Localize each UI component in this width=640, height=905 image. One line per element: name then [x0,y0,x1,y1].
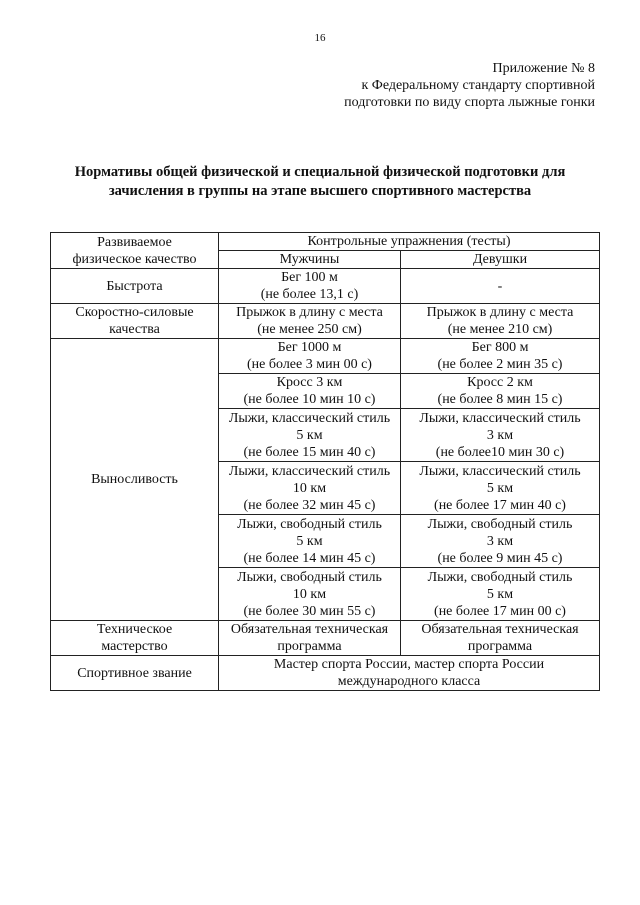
table-header-row [51,233,600,251]
technical-label-line-1: Техническое [96,622,173,637]
standards-table [50,232,600,691]
endurance-men-cell-3 [219,409,401,462]
endurance-men-4-line-1: Лыжи, классический стиль [228,463,391,479]
endurance-men-6-line-1: Лыжи, свободный стиль [237,569,382,585]
title-line-2: зачисления в группы на этапе высшего спортивного мастерства [108,183,532,199]
appendix-line-2: к Федеральному стандарту спортивной [361,78,595,93]
power-label-cell [51,304,219,339]
sport-title-value-line-1: Мастер спорта России, мастер спорта России [273,657,545,672]
endurance-men-1-line-1: Бег 1000 м [277,340,342,355]
endurance-men-cell-1 [219,339,401,374]
endurance-men-4-line-2: 10 км [292,480,327,496]
endurance-women-cell-5 [401,515,600,568]
endurance-men-cell-2 [219,374,401,409]
power-label-line-1: Скоростно-силовые [75,305,194,320]
header-quality-cell [51,233,219,269]
power-women-cell [401,304,600,339]
endurance-women-cell-6 [401,568,600,621]
sport-title-label-cell: Спортивное звание [51,656,219,691]
endurance-women-1-line-1: Бег 800 м [471,340,529,355]
endurance-women-cell-3 [401,409,600,462]
power-men-line-2: (не менее 250 см) [257,322,362,337]
power-label-line-2: качества [109,322,160,337]
header-tests-cell: Контрольные упражнения (тесты) [219,233,600,251]
document-title [40,163,600,201]
endurance-men-6-line-2: 10 км [292,586,327,602]
power-women-line-2: (не менее 210 см) [447,322,553,337]
table-row-speed [51,269,600,304]
endurance-women-6-line-2: 5 км [486,586,514,602]
speed-women-cell: - [401,269,600,304]
power-women-line-1: Прыжок в длину с места [426,305,574,320]
speed-label-cell: Быстрота [51,269,219,304]
page-number: 16 [314,32,326,44]
endurance-men-2-line-2: (не более 10 мин 10 с) [243,392,376,407]
endurance-women-cell-4 [401,462,600,515]
endurance-women-4-line-2: 5 км [486,480,514,496]
technical-women-line-2: программа [467,639,533,654]
technical-women-line-1: Обязательная техническая [421,622,579,637]
table-row-power [51,304,600,339]
technical-women-cell [401,621,600,656]
endurance-men-3-line-1: Лыжи, классический стиль [228,410,391,426]
endurance-women-4-line-1: Лыжи, классический стиль [419,463,581,479]
appendix-line-3: подготовки по виду спорта лыжные гонки [344,95,595,110]
endurance-men-5-line-2: 5 км [296,533,323,549]
endurance-men-cell-5 [219,515,401,568]
endurance-women-cell-1 [401,339,600,374]
endurance-men-cell-6 [219,568,401,621]
speed-men-line-2: (не более 13,1 с) [260,287,359,302]
endurance-women-2-line-2: (не более 8 мин 15 с) [437,392,563,407]
endurance-label-cell: Выносливость [51,339,219,621]
sport-title-value-line-2: международного класса [337,674,481,689]
appendix-line-1: Приложение № 8 [492,61,595,76]
endurance-men-4-line-3: (не более 32 мин 45 с) [243,497,376,513]
technical-men-cell [219,621,401,656]
speed-men-cell [219,269,401,304]
table-row-technical [51,621,600,656]
endurance-women-3-line-3: (не более10 мин 30 с) [435,444,565,460]
endurance-men-1-line-2: (не более 3 мин 00 с) [247,357,372,372]
endurance-women-1-line-2: (не более 2 мин 35 с) [437,357,563,372]
power-men-line-1: Прыжок в длину с места [236,305,383,320]
endurance-women-3-line-2: 3 км [486,427,514,443]
endurance-women-5-line-2: 3 км [486,533,514,549]
endurance-women-2-line-1: Кросс 2 км [467,375,533,390]
header-quality-line-1: Развиваемое [97,234,172,250]
speed-men-line-1: Бег 100 м [281,270,338,285]
endurance-women-6-line-3: (не более 17 мин 00 с) [434,603,566,619]
endurance-men-cell-4 [219,462,401,515]
endurance-men-6-line-3: (не более 30 мин 55 с) [243,603,376,619]
sport-title-value-cell [219,656,600,691]
header-women-cell: Девушки [401,251,600,269]
title-line-1: Нормативы общей физической и специальной физической подготовки для [74,164,566,180]
endurance-men-3-line-2: 5 км [296,427,323,443]
endurance-men-5-line-3: (не более 14 мин 45 с) [243,550,376,566]
endurance-men-2-line-1: Кросс 3 км [276,375,343,390]
power-men-cell [219,304,401,339]
endurance-women-6-line-1: Лыжи, свободный стиль [427,569,573,585]
table-row-endurance-1 [51,339,600,374]
technical-label-line-2: мастерство [101,639,168,654]
technical-men-line-2: программа [277,639,342,654]
header-men-cell: Мужчины [219,251,401,269]
endurance-women-3-line-1: Лыжи, классический стиль [419,410,581,426]
appendix-header [265,60,595,111]
endurance-men-5-line-1: Лыжи, свободный стиль [237,516,382,532]
endurance-men-3-line-3: (не более 15 мин 40 с) [243,444,376,460]
technical-label-cell [51,621,219,656]
table-row-sport-title [51,656,600,691]
endurance-women-5-line-3: (не более 9 мин 45 с) [437,550,563,566]
endurance-women-5-line-1: Лыжи, свободный стиль [427,516,573,532]
endurance-women-4-line-3: (не более 17 мин 40 с) [434,497,566,513]
endurance-women-cell-2 [401,374,600,409]
header-quality-line-2: физическое качество [72,251,197,267]
technical-men-line-1: Обязательная техническая [230,622,389,637]
